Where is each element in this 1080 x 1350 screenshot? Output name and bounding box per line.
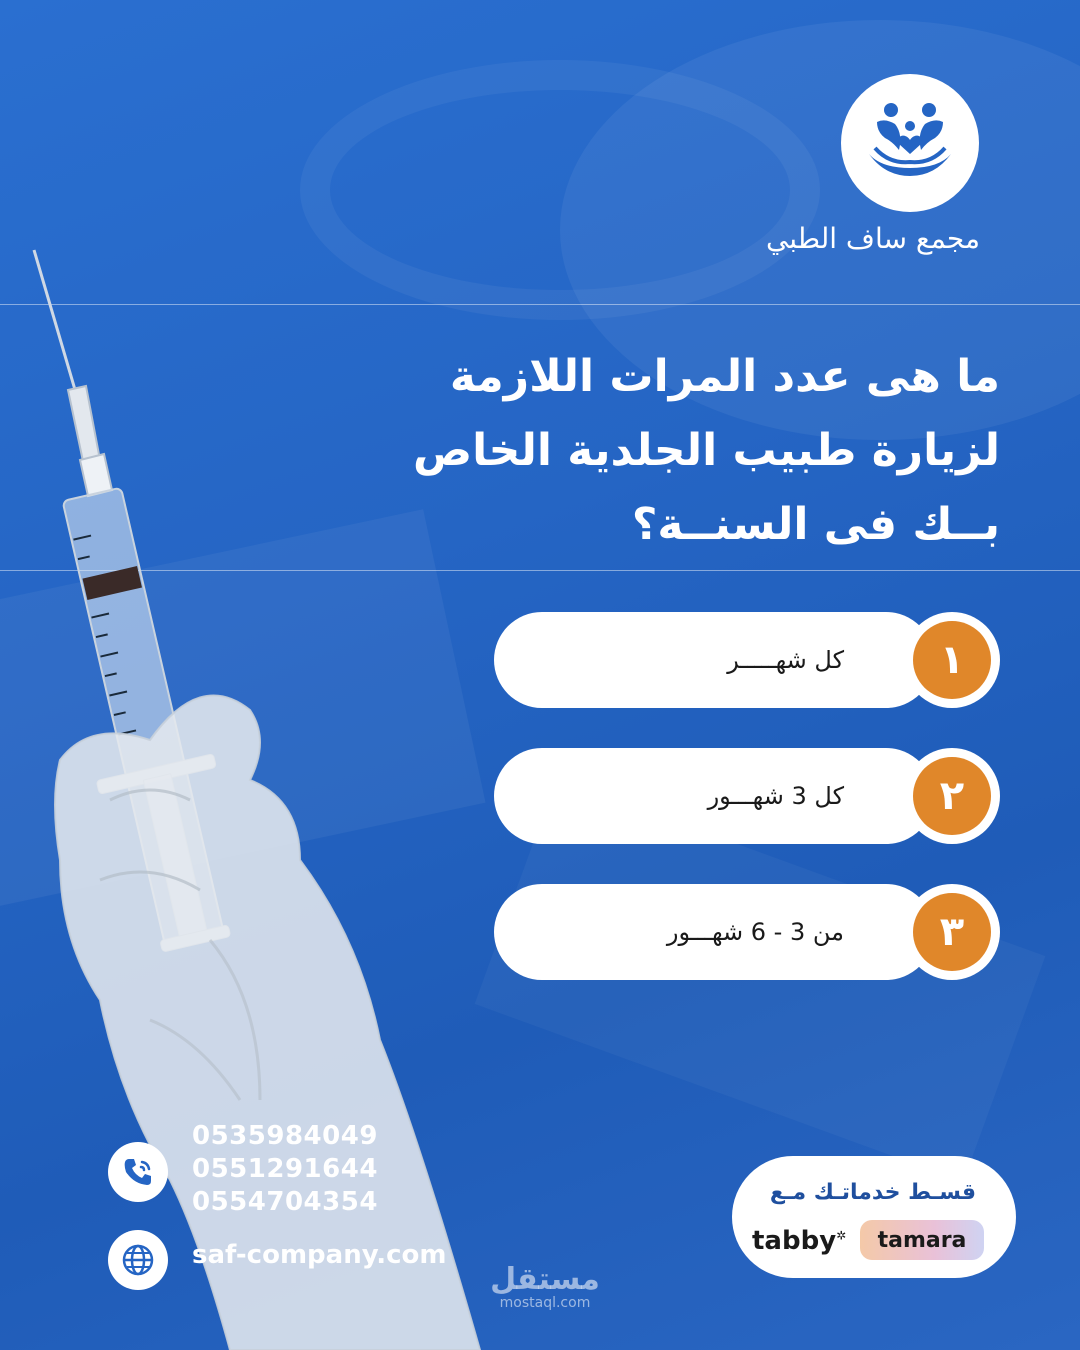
- answer-pill: [494, 884, 934, 980]
- watermark-latin: mostaql.com: [499, 1295, 591, 1311]
- answer-option-2[interactable]: [494, 748, 1000, 844]
- tabby-logo: tabby✲: [752, 1226, 847, 1256]
- installment-card: [732, 1156, 1016, 1278]
- answer-pill: [494, 612, 934, 708]
- answer-number-badge: ٢: [913, 757, 991, 835]
- globe-icon[interactable]: [108, 1230, 168, 1290]
- question-line: ما هى عدد المرات اللازمة: [449, 351, 1000, 402]
- answer-option-1[interactable]: [494, 612, 1000, 708]
- answer-pill: [494, 748, 934, 844]
- phone-number[interactable]: 0551291644: [192, 1154, 378, 1184]
- watermark: [480, 1262, 610, 1311]
- answer-text: كل 3 شهـــور: [707, 782, 844, 810]
- brand-logo: [765, 74, 980, 255]
- answer-option-3[interactable]: [494, 884, 1000, 980]
- answer-text: من 3 - 6 شهـــور: [666, 918, 844, 946]
- family-heart-hands-icon: [841, 74, 979, 212]
- tamara-logo: tamara: [860, 1220, 984, 1260]
- phone-number[interactable]: 0554704354: [192, 1187, 378, 1217]
- website-link[interactable]: saf-company.com: [192, 1240, 447, 1270]
- phone-numbers: [192, 1120, 378, 1219]
- question-line: بــك فى السنــة؟: [631, 499, 1000, 550]
- brand-name: مجمع ساف الطبي: [765, 222, 980, 255]
- phone-number[interactable]: 0535984049: [192, 1121, 378, 1151]
- answer-number-badge: ٣: [913, 893, 991, 971]
- installment-title: قسـط خدماتـك مـع: [769, 1180, 976, 1205]
- phone-icon[interactable]: [108, 1142, 168, 1202]
- question-line: لزيارة طبيب الجلدية الخاص: [412, 425, 1000, 476]
- watermark-arabic: مستقل: [490, 1262, 600, 1297]
- answer-number-badge: ١: [913, 621, 991, 699]
- answer-text: كل شهـــــر: [727, 646, 844, 674]
